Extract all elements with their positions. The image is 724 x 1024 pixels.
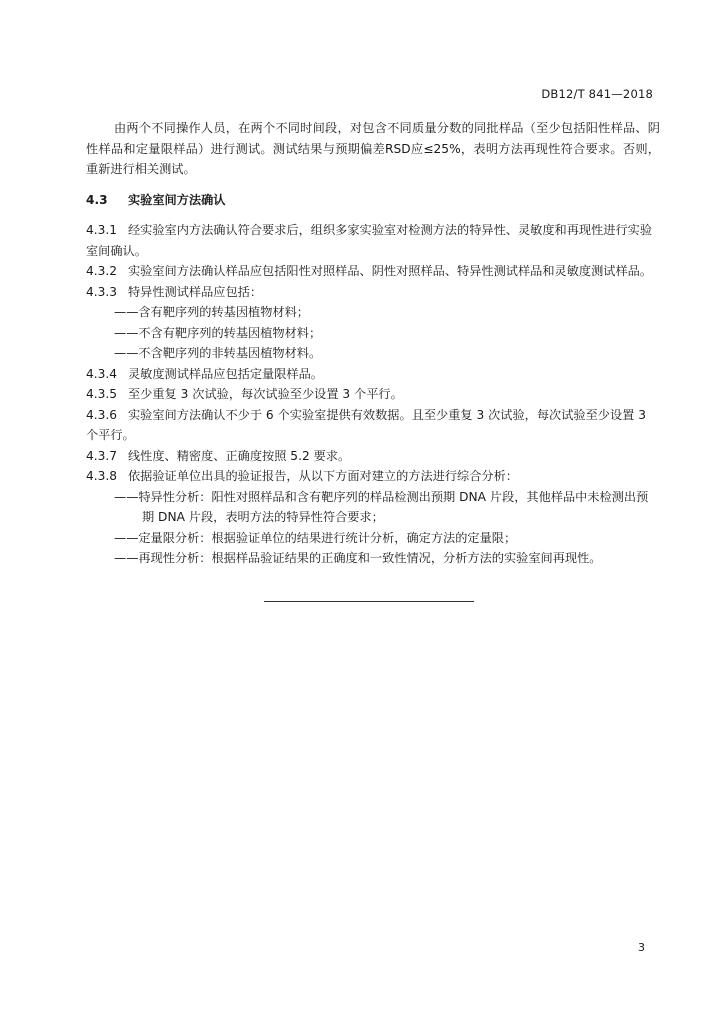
clause-4-3-8 bbox=[86, 466, 660, 487]
section-number: 4.3 bbox=[86, 192, 108, 207]
clause-text: 特异性测试样品应包括： bbox=[128, 284, 263, 299]
clause-text: 依据验证单位出具的验证报告，从以下方面对建立的方法进行综合分析： bbox=[128, 469, 518, 483]
clause-4-3-7 bbox=[86, 446, 660, 467]
intro-paragraph: 由两个不同操作人员，在两个不同时间段，对包含不同质量分数的同批样品（至少包括阳性样品、阴性样品和定量限样品）进行测试。测试结果与预期偏差RSD应≤25%，表明方法再现性符合要求。否则，重新进行相关测试。 bbox=[86, 121, 660, 176]
list-item: ——再现性分析：根据样品验证结果的正确度和一致性情况，分析方法的实验室间再现性。 bbox=[114, 551, 602, 565]
clause-4-3-1 bbox=[86, 220, 660, 261]
clause-number: 4.3.1 bbox=[86, 223, 118, 237]
clause-number: 4.3.4 bbox=[86, 366, 118, 381]
end-rule bbox=[264, 601, 474, 602]
section-heading bbox=[86, 190, 660, 211]
clause-text: 实验室间方法确认样品应包括阳性对照样品、阴性对照样品、特异性测试样品和灵敏度测试样品。 bbox=[128, 264, 653, 278]
clause-number: 4.3.5 bbox=[86, 387, 118, 401]
list-item: ——不含有靶序列的转基因植物材料； bbox=[114, 325, 322, 340]
page-number: 3 bbox=[638, 941, 645, 954]
clause-4-3-3 bbox=[86, 282, 660, 303]
clause-number: 4.3.2 bbox=[86, 264, 118, 278]
clause-text: 实验室间方法确认不少于 6 个实验室提供有效数据。且至少重复 3 次试验，每次试验至少设置 3 个平行。 bbox=[86, 407, 646, 442]
clause-text: 经实验室内方法确认符合要求后，组织多家实验室对检测方法的特异性、灵敏度和再现性进行实验室间确认。 bbox=[86, 223, 653, 258]
document-body bbox=[86, 118, 660, 569]
list-item: ——不含靶序列的非转基因植物材料。 bbox=[114, 346, 322, 360]
clause-4-3-5 bbox=[86, 384, 660, 405]
clause-text: 线性度、精密度、正确度按照 5.2 要求。 bbox=[128, 448, 351, 463]
clause-number: 4.3.8 bbox=[86, 469, 118, 483]
clause-number: 4.3.7 bbox=[86, 448, 118, 463]
clause-4-3-2 bbox=[86, 261, 660, 282]
document-code: DB12/T 841—2018 bbox=[541, 87, 653, 101]
section-title: 实验室间方法确认 bbox=[128, 192, 226, 207]
clause-number: 4.3.6 bbox=[86, 407, 118, 422]
list-item-continuation: 期 DNA 片段，表明方法的特异性符合要求； bbox=[142, 510, 384, 524]
clause-4-3-6 bbox=[86, 405, 660, 446]
clause-text: 灵敏度测试样品应包括定量限样品。 bbox=[128, 366, 323, 381]
clause-4-3-4 bbox=[86, 364, 660, 385]
list-item: ——特异性分析：阳性对照样品和含有靶序列的样品检测出预期 DNA 片段，其他样品中未检测出预 bbox=[114, 489, 649, 504]
clause-number: 4.3.3 bbox=[86, 284, 118, 299]
clause-text: 至少重复 3 次试验，每次试验至少设置 3 个平行。 bbox=[128, 387, 403, 401]
list-item: ——含有靶序列的转基因植物材料； bbox=[114, 305, 309, 319]
list-item: ——定量限分析：根据验证单位的结果进行统计分析，确定方法的定量限； bbox=[114, 530, 517, 545]
